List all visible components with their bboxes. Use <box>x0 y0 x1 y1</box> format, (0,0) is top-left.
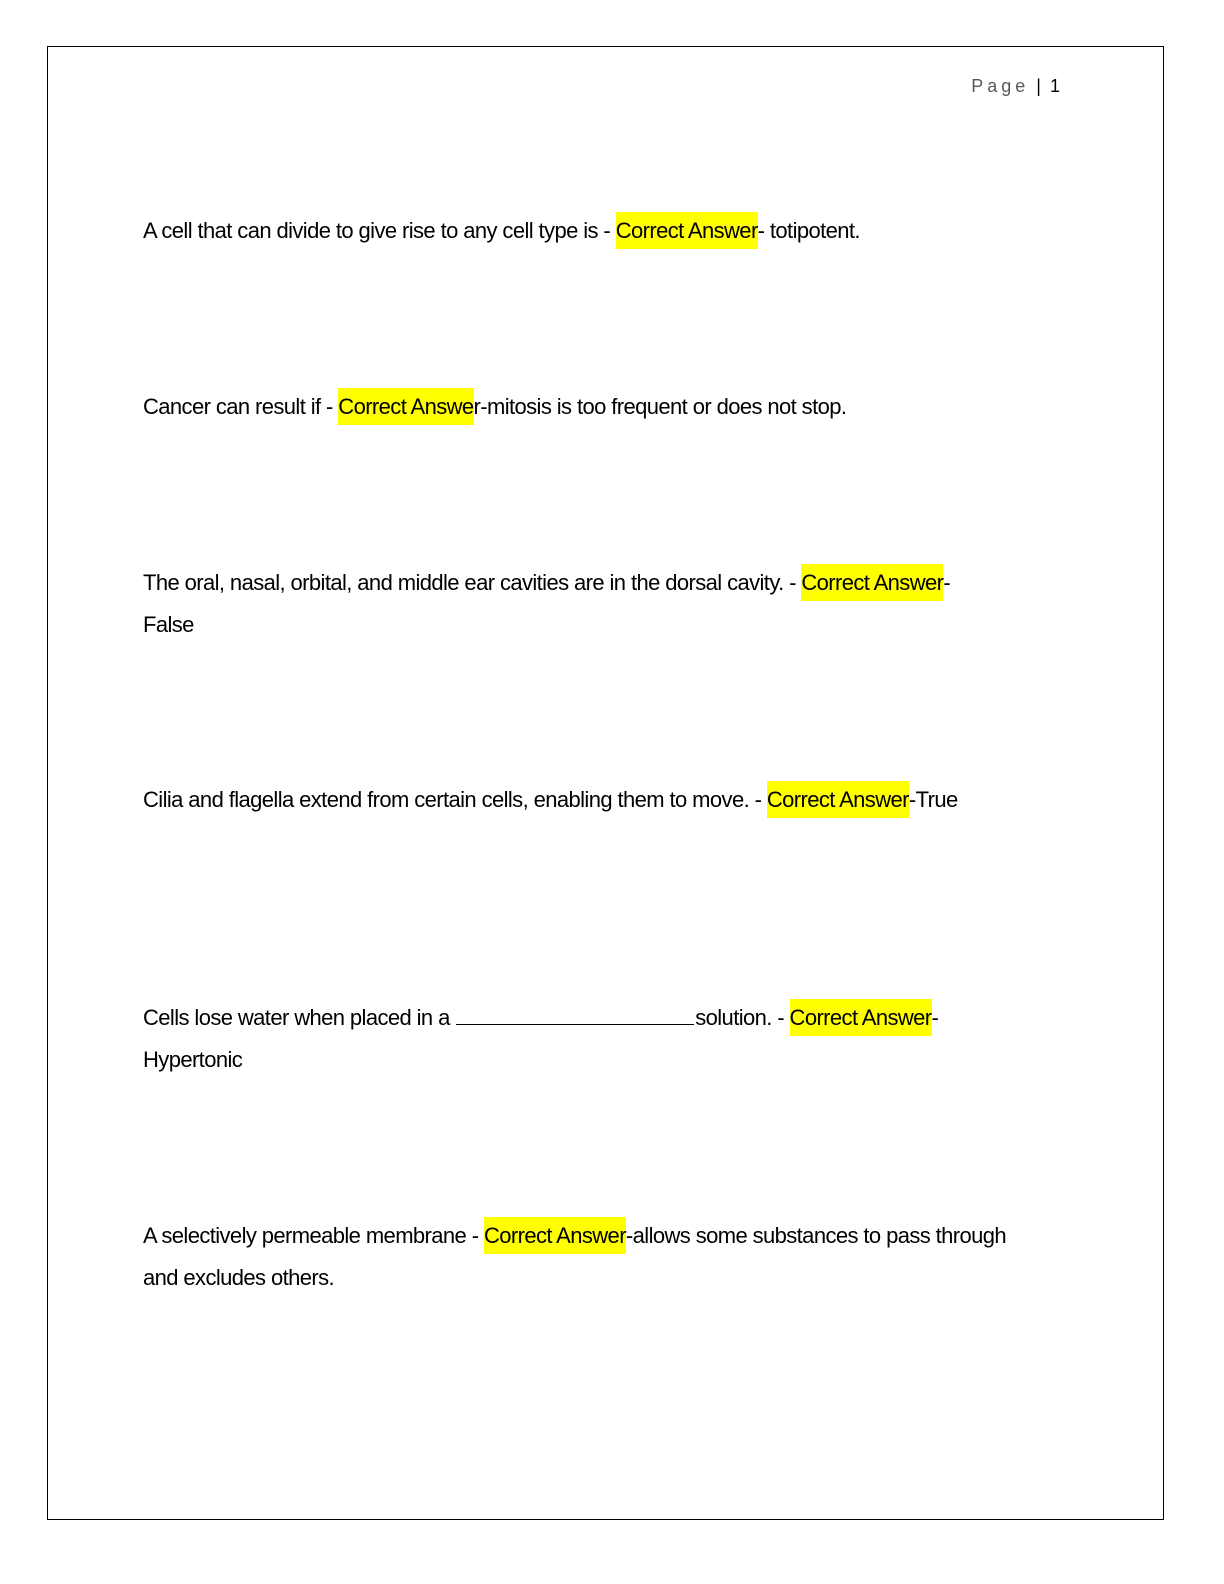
answer-text: r-mitosis is too frequent or does not stop. <box>473 394 847 419</box>
answer-text: -False <box>143 570 951 637</box>
page-header <box>900 76 1060 97</box>
question-item <box>143 779 1023 821</box>
answer-highlight: Correct Answe <box>338 388 473 425</box>
page-number: 1 <box>1049 76 1060 96</box>
answer-highlight: Correct Answer <box>767 781 909 818</box>
question-text: A selectively permeable membrane - <box>143 1223 484 1248</box>
question-text: The oral, nasal, orbital, and middle ear cavities are in the dorsal cavity. - <box>143 570 802 595</box>
answer-highlight: Correct Answer <box>790 999 932 1036</box>
fill-in-blank <box>456 1004 694 1025</box>
answer-highlight: Correct Answer <box>484 1217 626 1254</box>
question-text: Cells lose water when placed in a <box>143 1005 456 1030</box>
question-item <box>143 1215 1023 1299</box>
answer-text: -True <box>908 787 958 812</box>
answer-text: - totipotent. <box>757 218 860 243</box>
answer-highlight: Correct Answer <box>801 564 943 601</box>
answer-text: -Hypertonic <box>143 1005 939 1072</box>
question-item <box>143 386 1043 428</box>
question-text: A cell that can divide to give rise to any cell type is - <box>143 218 616 243</box>
question-text: Cilia and flagella extend from certain cells, enabling them to move. - <box>143 787 767 812</box>
question-item <box>143 210 1043 252</box>
page-separator: | <box>1036 76 1041 96</box>
answer-highlight: Correct Answer <box>616 212 758 249</box>
question-item <box>143 997 1013 1081</box>
question-text-continued: solution. - <box>695 1005 790 1030</box>
question-text: Cancer can result if - <box>143 394 339 419</box>
answer-text: -allows some substances to pass through and excludes others. <box>143 1223 1007 1290</box>
page-word: Page <box>971 76 1030 96</box>
question-item <box>143 562 983 646</box>
